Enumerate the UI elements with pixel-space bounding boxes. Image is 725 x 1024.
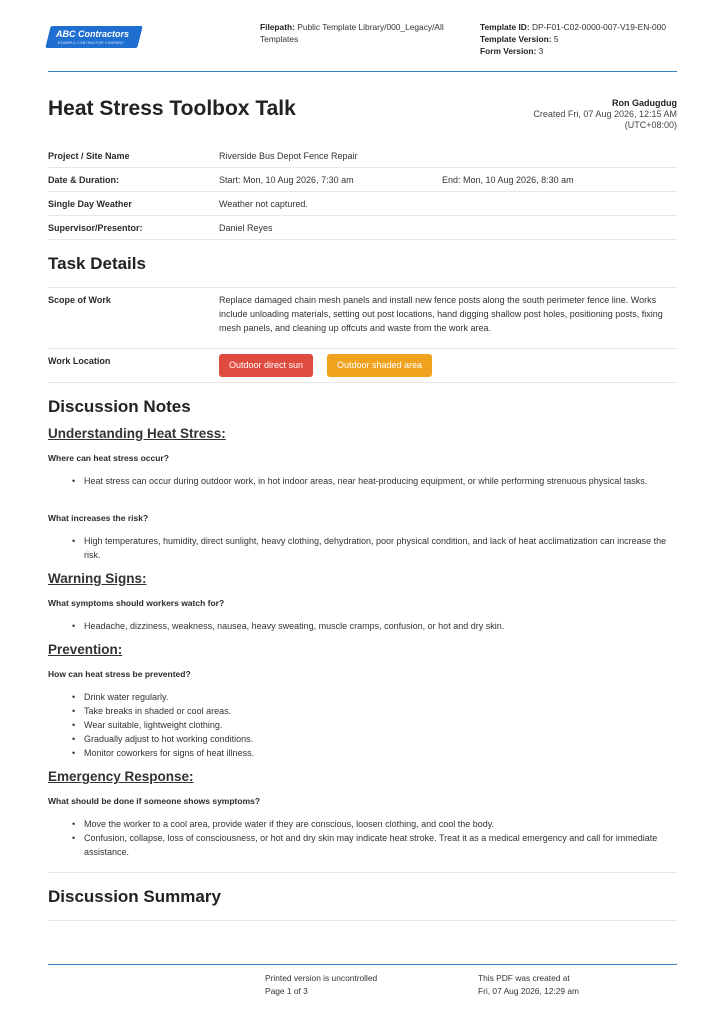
project-label: Project / Site Name xyxy=(48,151,130,161)
created-timezone: (UTC+08:00) xyxy=(624,120,677,130)
template-id-value: DP-F01-C02-0000-007-V19-EN-000 xyxy=(531,22,667,32)
task-details-heading: Task Details xyxy=(48,254,146,273)
page-header xyxy=(48,18,677,72)
section-prevention: Prevention: xyxy=(48,642,123,657)
question-emergency: What should be done if someone shows symptoms? xyxy=(48,796,261,806)
list-item: • Wear suitable, lightweight clothing. xyxy=(84,718,677,732)
header-rule xyxy=(48,71,677,72)
filepath-label: Filepath: xyxy=(260,22,295,32)
form-version-value: 3 xyxy=(538,46,544,56)
scope-row xyxy=(48,293,677,349)
footer-rule xyxy=(48,964,677,965)
summary-divider-top xyxy=(48,872,677,873)
section-warning-signs: Warning Signs: xyxy=(48,571,147,586)
company-logo xyxy=(48,26,140,52)
location-row xyxy=(48,349,677,383)
supervisor-value: Daniel Reyes xyxy=(219,223,273,233)
section-emergency-response: Emergency Response: xyxy=(48,769,194,784)
project-value: Riverside Bus Depot Fence Repair xyxy=(219,151,358,161)
list-item: • Gradually adjust to hot working conditions. xyxy=(84,732,677,746)
list-item: • Take breaks in shaded or cool areas. xyxy=(84,704,677,718)
uncontrolled-note: Printed version is uncontrolled xyxy=(265,973,378,983)
page-title: Heat Stress Toolbox Talk xyxy=(48,97,296,120)
pdf-created-label: This PDF was created at xyxy=(478,973,570,983)
end-value: End: Mon, 10 Aug 2026, 8:30 am xyxy=(442,175,574,185)
list-item: • Confusion, collapse, loss of consciousness, or hot and dry skin may indicate heat stroke. Treat it as a medical emergency and call for immediate assistance. xyxy=(84,831,677,859)
info-row-supervisor xyxy=(48,216,677,240)
location-badge-direct-sun: Outdoor direct sun xyxy=(219,354,313,377)
logo-title: ABC Contractors xyxy=(56,29,130,39)
template-version-label: Template Version: xyxy=(480,34,552,44)
template-id-label: Template ID: xyxy=(480,22,530,32)
footer-print-info xyxy=(265,972,377,998)
date-label: Date & Duration: xyxy=(48,175,120,185)
list-risk xyxy=(84,534,677,562)
list-item: • Heat stress can occur during outdoor work, in hot indoor areas, near heat-producing equipment, or while performing strenuous physical tasks. xyxy=(84,474,677,488)
logo-tagline: EXAMPLE CONTRACTOR COMPANY xyxy=(58,41,124,45)
task-divider xyxy=(48,287,677,288)
template-meta-block xyxy=(480,21,680,57)
creator-block xyxy=(533,98,677,131)
list-item: • High temperatures, humidity, direct sunlight, heavy clothing, dehydration, poor physical condition, and lack of heat acclimatization can increase the risk. xyxy=(84,534,677,562)
summary-divider-bottom xyxy=(48,920,677,921)
info-row-date xyxy=(48,168,677,192)
list-item: • Drink water regularly. xyxy=(84,690,677,704)
list-item: • Headache, dizziness, weakness, nausea, heavy sweating, muscle cramps, confusion, or hot and dry skin. xyxy=(84,619,677,633)
filepath-block xyxy=(260,21,460,45)
list-symptoms xyxy=(84,619,677,633)
list-prevention xyxy=(84,690,677,760)
page-number: Page 1 of 3 xyxy=(265,986,308,996)
discussion-notes-heading: Discussion Notes xyxy=(48,397,191,416)
question-symptoms: What symptoms should workers watch for? xyxy=(48,598,225,608)
form-version-label: Form Version: xyxy=(480,46,537,56)
created-date: Created Fri, 07 Aug 2026, 12:15 AM xyxy=(533,109,677,119)
weather-label: Single Day Weather xyxy=(48,199,132,209)
template-version-value: 5 xyxy=(553,34,559,44)
pdf-created-value: Fri, 07 Aug 2026, 12:29 am xyxy=(478,986,580,996)
supervisor-label: Supervisor/Presentor: xyxy=(48,223,143,233)
author-name: Ron Gadugdug xyxy=(612,98,677,108)
location-badge-shaded: Outdoor shaded area xyxy=(327,354,432,377)
scope-text: Replace damaged chain mesh panels and install new fence posts along the south perimeter fence line. Works include unloading materials, setting out post locations, hand digging shallow post holes, positioning posts, fixing mesh panels, and cleaning up offcuts and waste from the work area. xyxy=(219,295,663,333)
list-emergency xyxy=(84,817,677,859)
scope-label: Scope of Work xyxy=(48,295,111,305)
question-risk: What increases the risk? xyxy=(48,513,149,523)
info-row-project xyxy=(48,143,677,168)
section-understanding-heat-stress: Understanding Heat Stress: xyxy=(48,426,226,441)
list-item: • Move the worker to a cool area, provide water if they are conscious, loosen clothing, and cool the body. xyxy=(84,817,677,831)
question-where: Where can heat stress occur? xyxy=(48,453,169,463)
filepath-value: Public Template Library/000_Legacy/All Templates xyxy=(260,22,444,44)
discussion-summary-heading: Discussion Summary xyxy=(48,887,221,906)
weather-value: Weather not captured. xyxy=(219,199,308,209)
footer-created-info xyxy=(478,972,579,998)
question-prevention: How can heat stress be prevented? xyxy=(48,669,191,679)
start-value: Start: Mon, 10 Aug 2026, 7:30 am xyxy=(219,175,354,185)
list-item: • Monitor coworkers for signs of heat illness. xyxy=(84,746,677,760)
location-label: Work Location xyxy=(48,356,111,366)
info-row-weather xyxy=(48,192,677,216)
list-where xyxy=(84,474,677,488)
